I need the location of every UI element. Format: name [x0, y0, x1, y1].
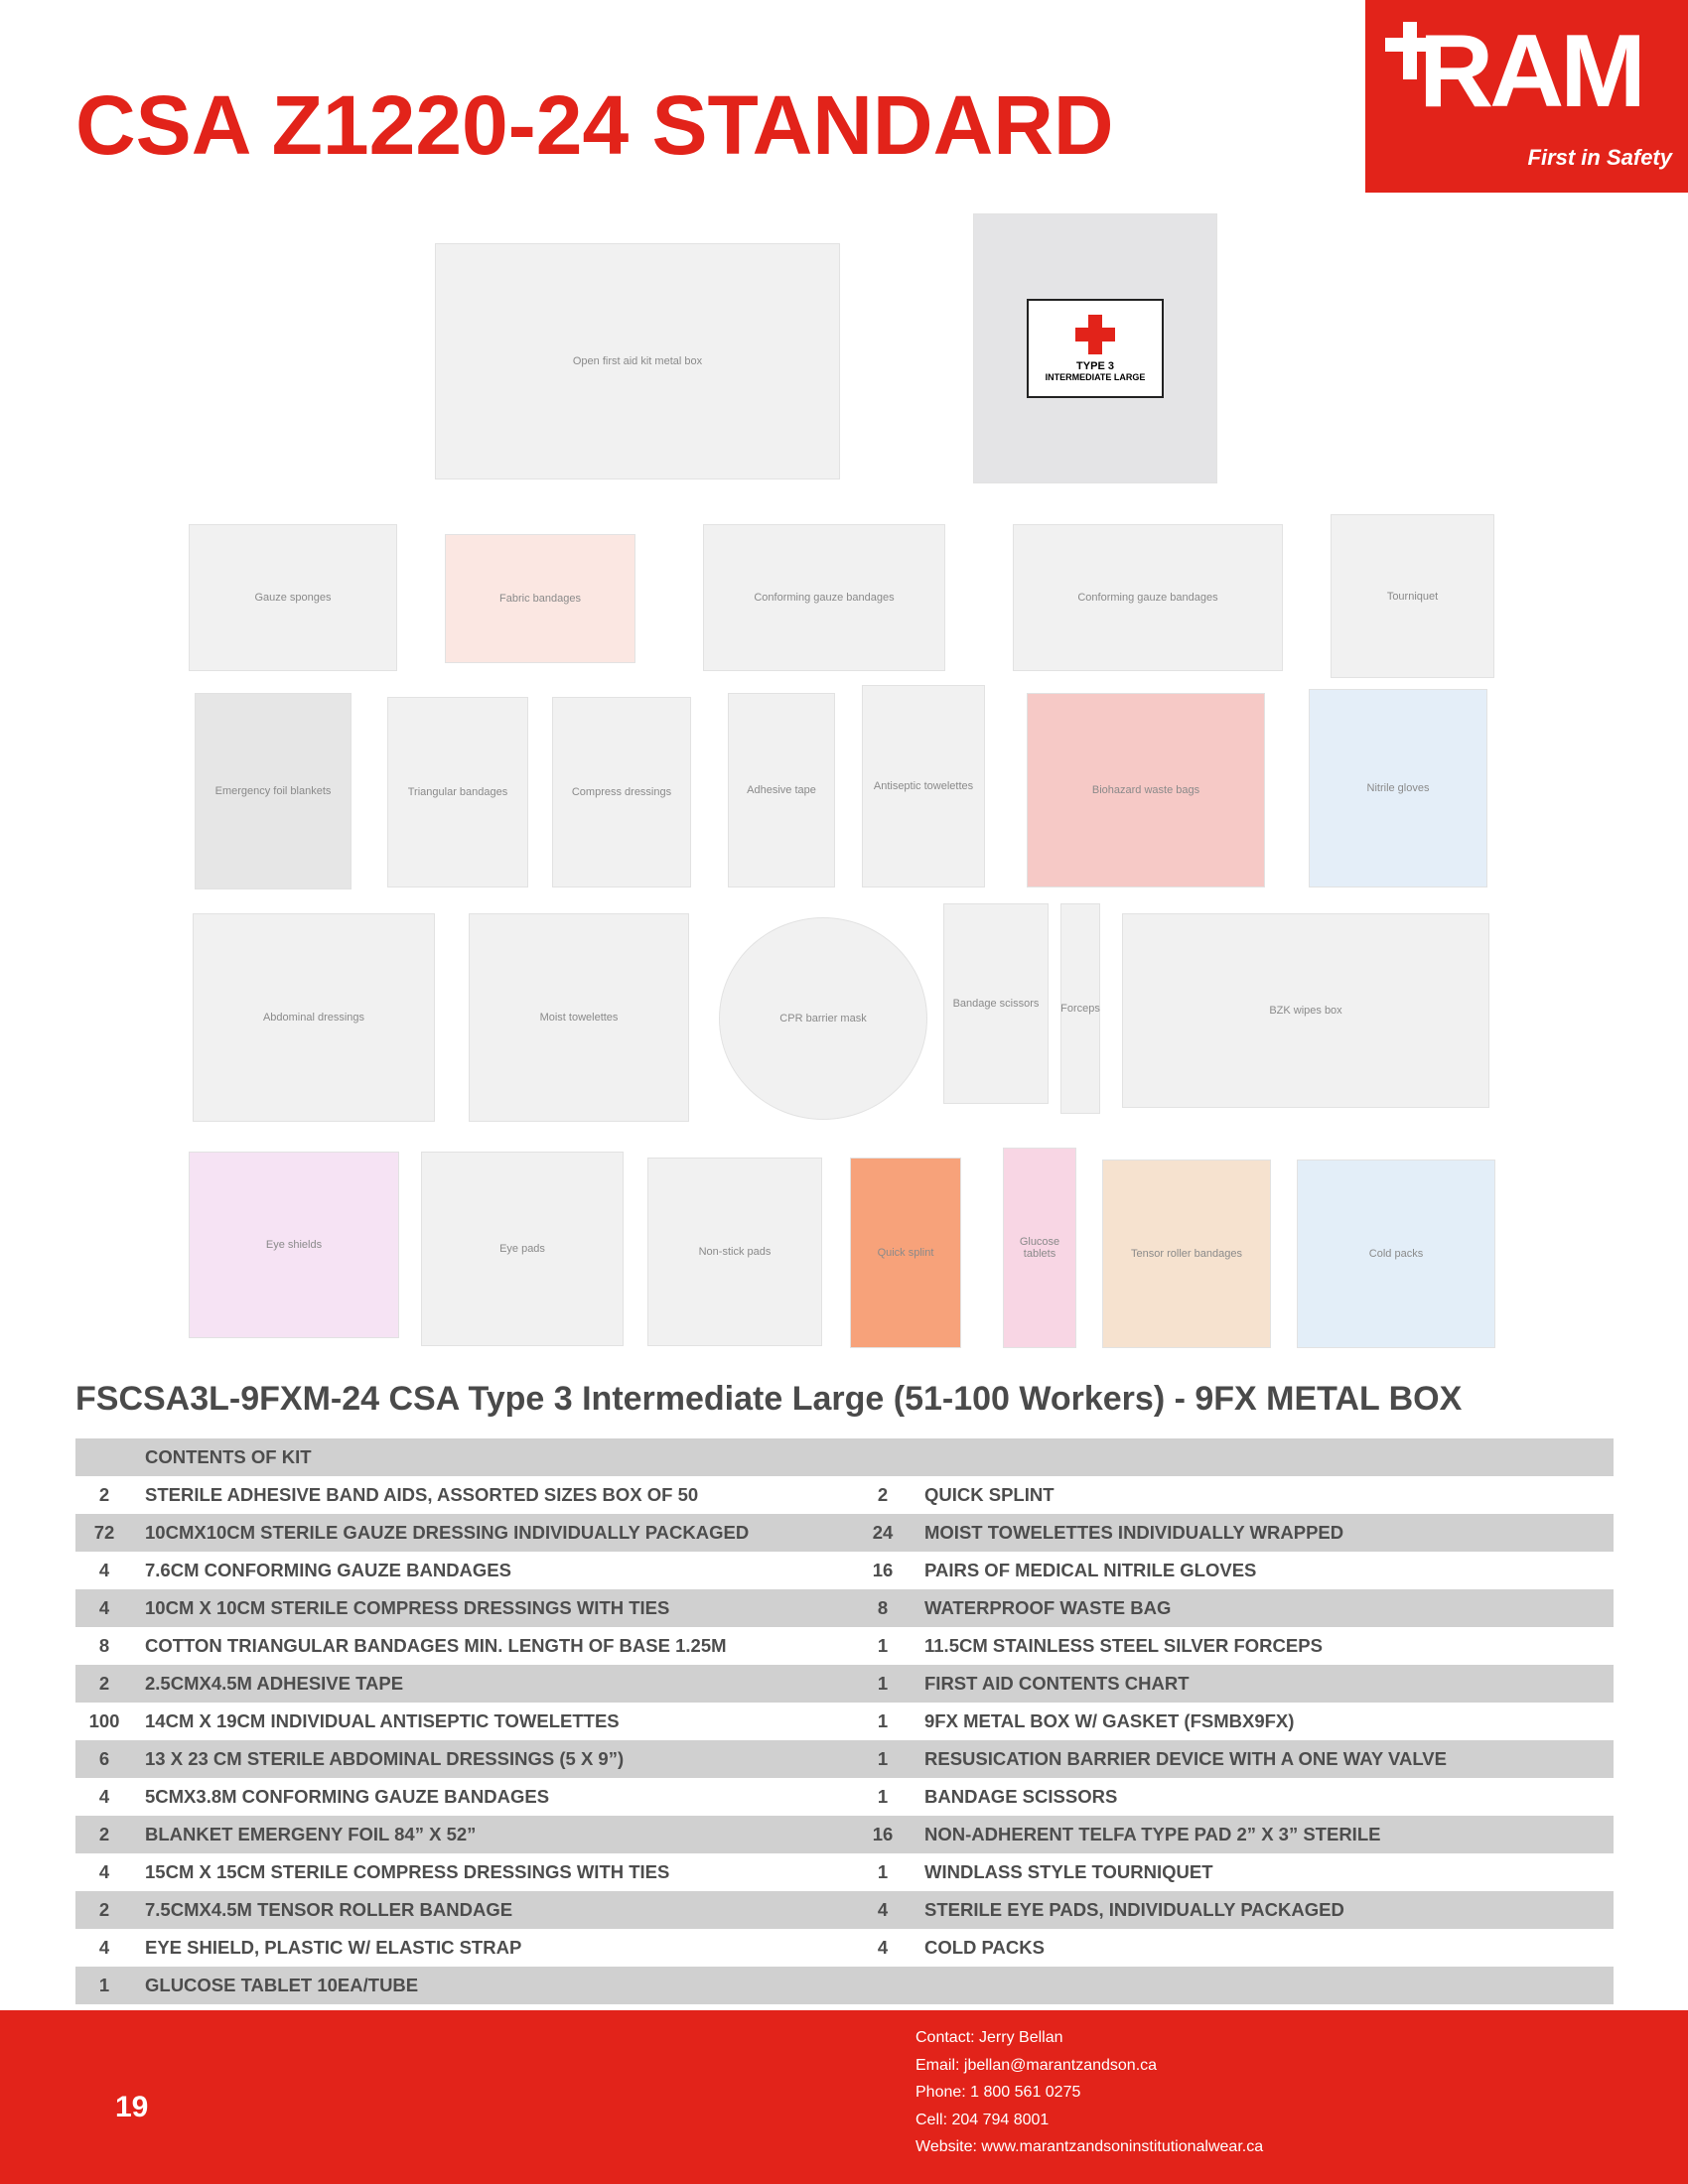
item-left: 2.5CMX4.5M ADHESIVE TAPE: [145, 1673, 404, 1694]
qty-right: [853, 1967, 913, 2004]
gauze-sponges-image: Gauze sponges: [189, 524, 397, 671]
kit-contents-table: [75, 1438, 1614, 2004]
header-label: CONTENTS OF KIT: [145, 1446, 312, 1467]
item-right: [913, 1967, 1614, 2004]
item-right: WINDLASS STYLE TOURNIQUET: [924, 1861, 1213, 1882]
item-right: FIRST AID CONTENTS CHART: [924, 1673, 1190, 1694]
item-left: 7.5CMX4.5M TENSOR ROLLER BANDAGE: [145, 1899, 513, 1920]
item-right: STERILE EYE PADS, INDIVIDUALLY PACKAGED: [924, 1899, 1344, 1920]
qty-left: 1: [98, 1975, 110, 1995]
eye-shields-image: Eye shields: [189, 1152, 399, 1338]
table-row: [75, 1778, 1614, 1816]
item-right: BANDAGE SCISSORS: [924, 1786, 1118, 1807]
item-left: COTTON TRIANGULAR BANDAGES MIN. LENGTH OF BASE 1.25M: [145, 1635, 727, 1656]
page-title: CSA Z1220-24 STANDARD: [75, 78, 1114, 172]
item-right: QUICK SPLINT: [924, 1484, 1055, 1505]
qty-left: 100: [88, 1710, 120, 1731]
qty-right: 1: [877, 1861, 889, 1882]
gloves-image: Nitrile gloves: [1309, 689, 1487, 887]
glucose-tablets-image: Glucose tablets: [1003, 1148, 1076, 1348]
quick-splint-image: Quick splint: [850, 1158, 961, 1348]
contact-email: Email: jbellan@marantzandson.ca: [915, 2056, 1158, 2074]
band-aids-image: Fabric bandages: [445, 534, 635, 663]
item-left: 13 X 23 CM STERILE ABDOMINAL DRESSINGS (5 X 9”): [145, 1748, 625, 1769]
item-left: 5CMX3.8M CONFORMING GAUZE BANDAGES: [145, 1786, 550, 1807]
table-row: [75, 1476, 1614, 1514]
item-right: 9FX METAL BOX W/ GASKET (FSMBX9FX): [924, 1710, 1295, 1731]
forceps-image: Forceps: [1060, 903, 1100, 1114]
table-row: [75, 1627, 1614, 1665]
table-row: [75, 1853, 1614, 1891]
qty-left: 2: [98, 1899, 110, 1920]
table-row: [75, 1929, 1614, 1967]
qty-left: 4: [98, 1937, 110, 1958]
qty-right: 4: [877, 1899, 889, 1920]
table-row: [75, 1589, 1614, 1627]
box-label: [1027, 299, 1164, 398]
contact-block: [915, 2024, 1263, 2161]
compress-dressings-image: Compress dressings: [552, 697, 691, 887]
waste-bags-image: Biohazard waste bags: [1027, 693, 1265, 887]
item-right: RESUSICATION BARRIER DEVICE WITH A ONE WAY VALVE: [924, 1748, 1447, 1769]
item-left: STERILE ADHESIVE BAND AIDS, ASSORTED SIZES BOX OF 50: [145, 1484, 699, 1505]
box-label-line1: TYPE 3: [1076, 360, 1114, 372]
qty-left: 4: [98, 1861, 110, 1882]
item-left: 7.6CM CONFORMING GAUZE BANDAGES: [145, 1560, 511, 1580]
qty-left: 2: [98, 1484, 110, 1505]
item-right: COLD PACKS: [924, 1937, 1045, 1958]
qty-right: 16: [872, 1824, 894, 1844]
qty-right: 1: [877, 1673, 889, 1694]
qty-right: 1: [877, 1786, 889, 1807]
table-row: [75, 1665, 1614, 1703]
contact-name: Contact: Jerry Bellan: [915, 2029, 1063, 2046]
tensor-bandages-image: Tensor roller bandages: [1102, 1160, 1271, 1348]
item-left: 14CM X 19CM INDIVIDUAL ANTISEPTIC TOWELETTES: [145, 1710, 620, 1731]
table-row: [75, 1552, 1614, 1589]
table-row: [75, 1967, 1614, 2004]
closed-box-image: [973, 213, 1217, 483]
qty-left: 2: [98, 1824, 110, 1844]
qty-left: 72: [93, 1522, 115, 1543]
qty-right: 4: [877, 1937, 889, 1958]
item-left: 15CM X 15CM STERILE COMPRESS DRESSINGS WITH TIES: [145, 1861, 670, 1882]
tourniquet-image: Tourniquet: [1331, 514, 1494, 678]
table-row: [75, 1514, 1614, 1552]
item-right: MOIST TOWELETTES INDIVIDUALLY WRAPPED: [924, 1522, 1344, 1543]
bzk-wipes-image: BZK wipes box: [1122, 913, 1489, 1108]
triangular-bandages-image: Triangular bandages: [387, 697, 528, 887]
cold-packs-image: Cold packs: [1297, 1160, 1495, 1348]
logo-tagline: First in Safety: [1527, 145, 1672, 170]
qty-right: 24: [872, 1522, 894, 1543]
table-header-row: [75, 1438, 1614, 1476]
non-stick-pads-image: Non-stick pads: [647, 1158, 822, 1346]
item-left: BLANKET EMERGENY FOIL 84” X 52”: [145, 1824, 477, 1844]
qty-right: 1: [877, 1748, 889, 1769]
qty-left: 4: [98, 1560, 110, 1580]
qty-left: 4: [98, 1786, 110, 1807]
qty-left: 6: [98, 1748, 110, 1769]
item-right: NON-ADHERENT TELFA TYPE PAD 2” X 3” STERILE: [924, 1824, 1381, 1844]
qty-left: 4: [98, 1597, 110, 1618]
item-right: 11.5CM STAINLESS STEEL SILVER FORCEPS: [924, 1635, 1323, 1656]
table-row: [75, 1703, 1614, 1740]
qty-right: 16: [872, 1560, 894, 1580]
item-left: EYE SHIELD, PLASTIC W/ ELASTIC STRAP: [145, 1937, 522, 1958]
qty-right: 1: [877, 1710, 889, 1731]
qty-left: 2: [98, 1673, 110, 1694]
box-label-line2: INTERMEDIATE LARGE: [1045, 372, 1146, 382]
contact-phone: Phone: 1 800 561 0275: [915, 2084, 1081, 2101]
conforming-bandages-image-2: Conforming gauze bandages: [1013, 524, 1283, 671]
open-box-image: Open first aid kit metal box: [435, 243, 840, 479]
page-number: 19: [115, 2091, 149, 2123]
header-empty-label: [913, 1438, 1614, 1476]
item-left: 10CM X 10CM STERILE COMPRESS DRESSINGS WITH TIES: [145, 1597, 670, 1618]
cpr-mask-image: CPR barrier mask: [719, 917, 927, 1120]
item-left: 10CMX10CM STERILE GAUZE DRESSING INDIVIDUALLY PACKAGED: [145, 1522, 750, 1543]
foil-blankets-image: Emergency foil blankets: [195, 693, 352, 889]
product-subtitle: FSCSA3L-9FXM-24 CSA Type 3 Intermediate Large (51-100 Workers) - 9FX METAL BOX: [75, 1380, 1463, 1418]
item-right: PAIRS OF MEDICAL NITRILE GLOVES: [924, 1560, 1257, 1580]
qty-right: 8: [877, 1597, 889, 1618]
item-right: WATERPROOF WASTE BAG: [924, 1597, 1172, 1618]
red-cross-icon: [1075, 315, 1115, 354]
header-empty-qty: [853, 1438, 913, 1476]
table-row: [75, 1891, 1614, 1929]
abdominal-dressings-image: Abdominal dressings: [193, 913, 435, 1122]
eye-pads-image: Eye pads: [421, 1152, 624, 1346]
table-row: [75, 1740, 1614, 1778]
qty-right: 1: [877, 1635, 889, 1656]
qty-right: 2: [877, 1484, 889, 1505]
scissors-image: Bandage scissors: [943, 903, 1049, 1104]
adhesive-tape-image: Adhesive tape: [728, 693, 835, 887]
header-qty: [75, 1438, 133, 1476]
conforming-bandages-image-1: Conforming gauze bandages: [703, 524, 945, 671]
qty-left: 8: [98, 1635, 110, 1656]
footer-bar: [0, 2010, 1688, 2184]
table-row: [75, 1816, 1614, 1853]
logo-wordmark: RAM: [1419, 14, 1642, 129]
item-left: GLUCOSE TABLET 10EA/TUBE: [145, 1975, 419, 1995]
ram-logo: [1365, 0, 1688, 193]
moist-towelettes-image: Moist towelettes: [469, 913, 689, 1122]
contact-cell: Cell: 204 794 8001: [915, 2111, 1050, 2128]
contact-website: Website: www.marantzandsoninstitutionalwear.ca: [915, 2138, 1264, 2155]
antiseptic-towelettes-image: Antiseptic towelettes: [862, 685, 985, 887]
